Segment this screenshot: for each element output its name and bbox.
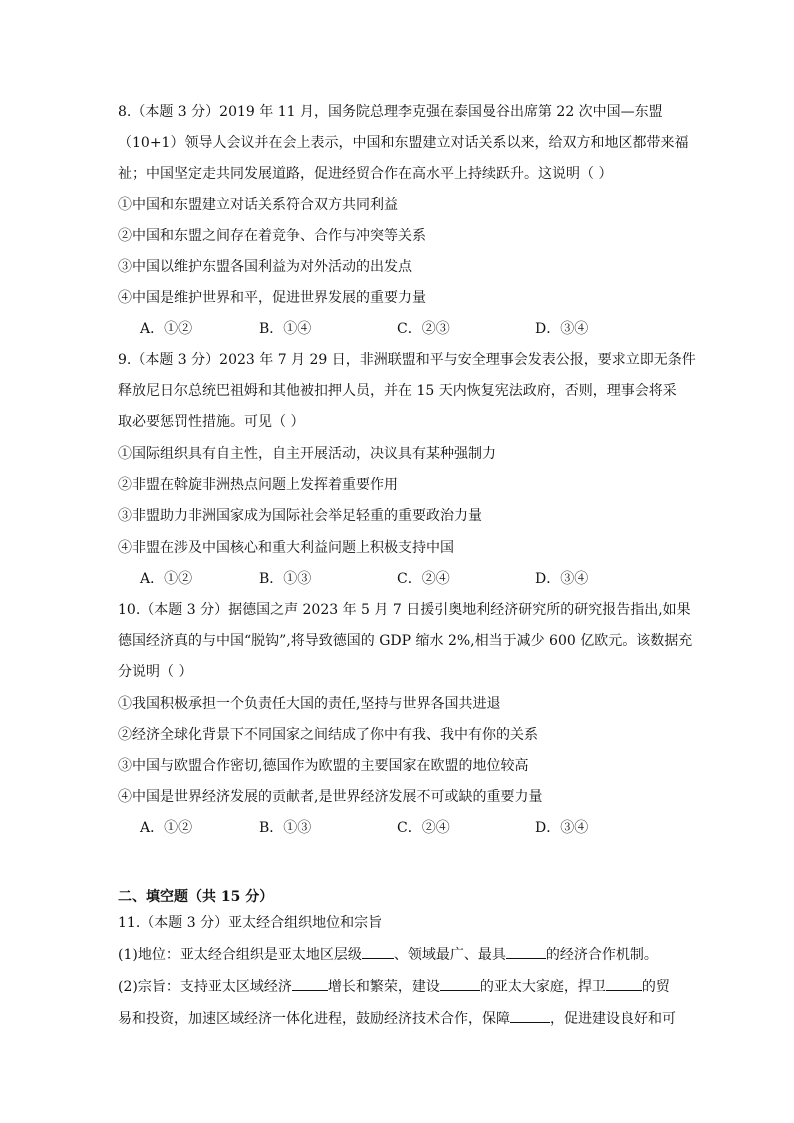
question-8-item-1: ①中国和东盟建立对话关系符合双方共同利益: [118, 197, 398, 213]
question-11-line-1-part-c: 的经济合作机制。: [545, 947, 658, 963]
question-11-line-1-part-b: 、领域最广、最具: [393, 947, 506, 963]
question-9-item-1: ①国际组织具有自主性，自主开展活动，决议具有某种强制力: [118, 446, 496, 462]
answer-blank-2[interactable]: [506, 944, 546, 959]
question-9-option-c[interactable]: C．②④: [397, 571, 450, 587]
question-10-stem-line-3: 分说明（ ）: [118, 664, 193, 680]
question-11-title: 11.（本题 3 分）亚太经合组织地位和宗旨: [118, 915, 383, 931]
question-11-line-1: [118, 944, 658, 965]
question-8-item-4: ④中国是维护世界和平，促进世界发展的重要力量: [118, 290, 426, 306]
question-10-item-1: ①我国积极承担一个负责任大国的责任,坚持与世界各国共进退: [118, 696, 501, 712]
section-heading-fill-in: 二、填空题（共 15 分）: [118, 889, 274, 905]
question-11-line-1-part-a: (1)地位：亚太经合组织是亚太地区层级: [118, 947, 362, 963]
question-11-line-2-part-c: 的亚太大家庭，捍卫: [479, 979, 606, 995]
question-8-option-a[interactable]: A．①②: [140, 321, 193, 337]
question-11-line-3: [118, 1008, 676, 1029]
question-8-stem-line-3: 祉；中国坚定走共同发展道路，促进经贸合作在高水平上持续跃升。这说明（ ）: [118, 166, 613, 182]
question-9-item-2: ②非盟在斡旋非洲热点问题上发挥着重要作用: [118, 477, 398, 493]
answer-blank-4[interactable]: [440, 976, 480, 991]
question-11-line-3-part-a: 易和投资，加速区域经济一体化进程，鼓励经济技术合作，保障: [118, 1011, 510, 1027]
question-11-line-2-part-d: 的贸: [641, 979, 670, 995]
question-9-stem-line-3: 取必要惩罚性措施。可见（ ）: [118, 414, 305, 430]
question-8-item-3: ③中国以维护东盟各国利益为对外活动的出发点: [118, 259, 412, 275]
question-9-stem-line-2: 释放尼日尔总统巴祖姆和其他被扣押人员，并在 15 天内恢复宪法政府，否则，理事会将采: [118, 383, 677, 399]
answer-blank-1[interactable]: [362, 944, 394, 959]
question-10-stem-line-2: 德国经济真的与中国“脱钩”,将导致德国的 GDP 缩水 2%,相当于减少 600 亿欧元。该数据充: [118, 633, 693, 649]
question-11-line-2: [118, 976, 670, 997]
question-11-line-3-part-b: ，促进建设良好和可: [550, 1011, 676, 1027]
answer-blank-5[interactable]: [606, 976, 642, 991]
answer-blank-6[interactable]: [510, 1008, 550, 1023]
question-9-item-3: ③非盟助力非洲国家成为国际社会举足轻重的重要政治力量: [118, 508, 482, 524]
question-10-item-2: ②经济全球化背景下不同国家之间结成了你中有我、我中有你的关系: [118, 727, 538, 743]
question-9-stem-line-1: 9.（本题 3 分）2023 年 7 月 29 日，非洲联盟和平与安全理事会发表公报，要求立即无条件: [118, 352, 696, 368]
question-11-line-2-part-a: (2)宗旨：支持亚太区域经济: [118, 979, 292, 995]
question-9-option-a[interactable]: A．①②: [140, 571, 193, 587]
question-8-stem-line-1: 8.（本题 3 分）2019 年 11 月，国务院总理李克强在泰国曼谷出席第 22 次中国—东盟: [118, 104, 663, 120]
question-10-stem-line-1: 10.（本题 3 分）据德国之声 2023 年 5 月 7 日援引奥地利经济研究所的研究报告指出,如果: [118, 602, 691, 618]
question-8-option-d[interactable]: D．③④: [535, 321, 589, 337]
question-8-stem-line-2: （10+1）领导人会议并在会上表示，中国和东盟建立对话关系以来，给双方和地区都带来福: [118, 135, 689, 151]
question-10-option-c[interactable]: C．②④: [397, 820, 450, 836]
question-9-option-b[interactable]: B．①③: [259, 571, 312, 587]
question-9-option-d[interactable]: D．③④: [535, 571, 589, 587]
question-10-option-b[interactable]: B．①③: [259, 820, 312, 836]
question-8-item-2: ②中国和东盟之间存在着竞争、合作与冲突等关系: [118, 228, 426, 244]
question-8-option-b[interactable]: B．①④: [259, 321, 312, 337]
question-11-line-2-part-b: 增长和繁荣，建设: [327, 979, 440, 995]
question-10-item-3: ③中国与欧盟合作密切,德国作为欧盟的主要国家在欧盟的地位较高: [118, 758, 529, 774]
question-8-option-c[interactable]: C．②③: [397, 321, 450, 337]
question-10-item-4: ④中国是世界经济发展的贡献者,是世界经济发展不可或缺的重要力量: [118, 789, 543, 805]
question-10-option-a[interactable]: A．①②: [140, 820, 193, 836]
question-10-option-d[interactable]: D．③④: [535, 820, 589, 836]
question-9-item-4: ④非盟在涉及中国核心和重大利益问题上积极支持中国: [118, 540, 454, 556]
answer-blank-3[interactable]: [292, 976, 328, 991]
